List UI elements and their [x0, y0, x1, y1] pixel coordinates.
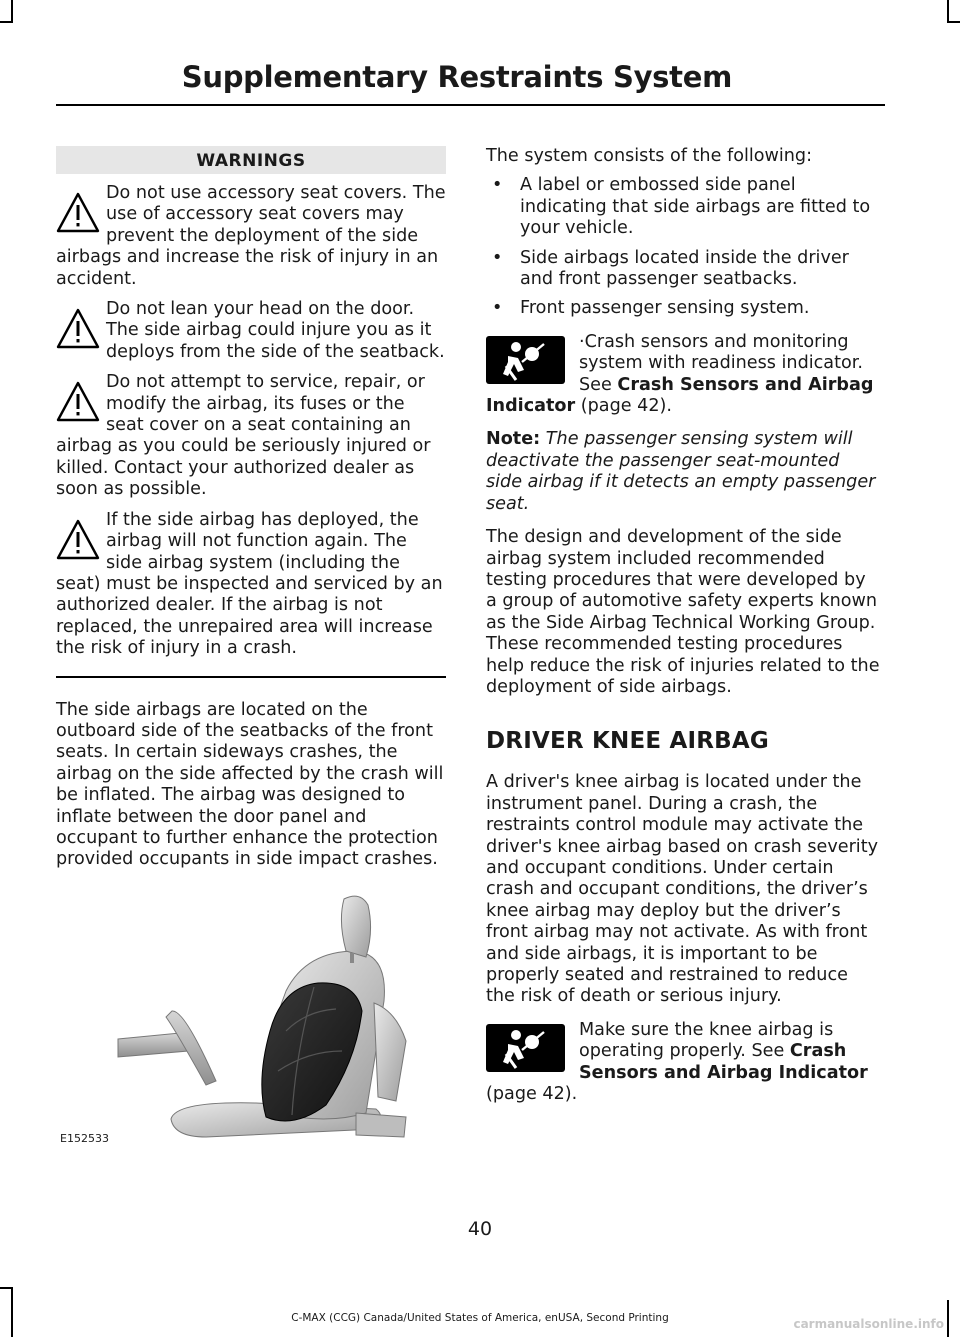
knee-airbag-paragraph: A driver's knee airbag is located under the instrument panel. During a crash, the restraints control module may activate the driver's knee airbag based on crash severity and occupant conditions. Under certain crash and occupant conditions, the driver’s knee airbag may deploy but the driver’s front airbag may not activate. As with front and side airbags, it is important to be properly seated and restrained to reduce the risk of death or serious injury.: [486, 772, 879, 1007]
crash-sensor-desc: ·Crash sensors and monitoring system with readiness indicator. See: [579, 331, 863, 395]
side-airbag-description: The side airbags are located on the outboard side of the seatbacks of the front seats. In certain sideways crashes, the airbag on the side affected by the crash will be inflated. The airbag was designed to inflate between the door panel and occupant to further enhance the protection provided occupants in side impact crashes.: [56, 699, 444, 870]
warning-item: [56, 510, 446, 660]
knee-airbag-heading: DRIVER KNEE AIRBAG: [486, 728, 769, 755]
watermark: carmanualsonline.info: [793, 1317, 944, 1331]
knee-airbag-check-item: [486, 1020, 881, 1106]
list-item: • Side airbags located inside the driver and front passenger seatbacks.: [486, 248, 881, 291]
list-item: • A label or embossed side panel indicating that side airbags are fitted to your vehicle.: [486, 175, 881, 239]
crash-sensors-page-ref: (page 42).: [486, 1084, 578, 1105]
passenger-sensing-note: [486, 429, 881, 515]
crop-mark: [947, 0, 949, 23]
warning-item: [56, 299, 446, 363]
seat-illustration-graphic: [56, 891, 446, 1147]
warning-triangle-icon: [56, 518, 100, 562]
figure-code: E152533: [60, 1131, 109, 1145]
document-footer: C-MAX (CCG) Canada/United States of America, enUSA, Second Printing: [291, 1312, 669, 1324]
warning-triangle-icon: [56, 191, 100, 235]
warning-text: If the side airbag has deployed, the airbag will not function again. The side airbag system (including the seat) must be inspected and serviced by an authorized dealer. If the airbag is not replaced, the unrepaired area will increase the risk of injury in a crash.: [56, 509, 443, 659]
header-divider: [56, 104, 885, 106]
knee-check-desc: Make sure the knee airbag is operating properly. See: [579, 1019, 834, 1062]
side-airbag-seat-illustration: [56, 891, 446, 1147]
page-title: Supplementary Restraints System: [181, 60, 732, 94]
crop-mark: [0, 1287, 13, 1289]
right-column: [486, 146, 881, 1105]
airbag-indicator-icon: [486, 1024, 565, 1072]
crop-mark: [11, 0, 13, 23]
warning-text: Do not use accessory seat covers. The use of accessory seat covers may prevent the deployment of the side airbags and increase the risk of injury in an accident.: [56, 183, 446, 289]
warning-triangle-icon: [56, 380, 100, 424]
crash-sensors-link[interactable]: Crash Sensors and Airbag Indicator: [579, 1041, 868, 1083]
warning-text: Do not lean your head on the door. The side airbag could injure you as it deploys from the side of the seatback.: [106, 299, 445, 362]
left-column: [56, 146, 446, 1147]
design-paragraph: The design and development of the side airbag system included recommended testing procedures that were developed by a group of automotive safety experts known as the Side Airbag Technical Working Group. These recommended testing procedures help reduce the risk of injuries related to the deployment of side airbags.: [486, 527, 880, 697]
note-label: Note:: [486, 429, 541, 450]
system-components-list: [486, 175, 881, 319]
crop-mark: [0, 21, 13, 23]
crash-sensors-page-ref: (page 42).: [575, 396, 673, 417]
airbag-indicator-icon: [486, 336, 565, 384]
page-number: 40: [467, 1218, 493, 1240]
warning-item: [56, 372, 446, 500]
crash-sensor-item: [486, 332, 881, 418]
note-text: The passenger sensing system will deactivate the passenger seat-mounted side airbag if it detects an empty passenger seat.: [486, 429, 876, 514]
warnings-divider: [56, 676, 446, 678]
crash-sensors-link[interactable]: Crash Sensors and Airbag Indicator: [486, 374, 874, 417]
crop-mark: [947, 21, 960, 23]
warning-item: [56, 183, 446, 290]
list-item: • Front passenger sensing system.: [486, 298, 881, 319]
warning-triangle-icon: [56, 307, 100, 351]
system-intro: The system consists of the following:: [486, 146, 813, 166]
warnings-heading: WARNINGS: [56, 146, 446, 174]
warning-text: Do not attempt to service, repair, or modify the airbag, its fuses or the seat cover on a seat containing an airbag as you could be seriously injured or killed. Contact your authorized dealer as soon as possible.: [56, 372, 431, 500]
